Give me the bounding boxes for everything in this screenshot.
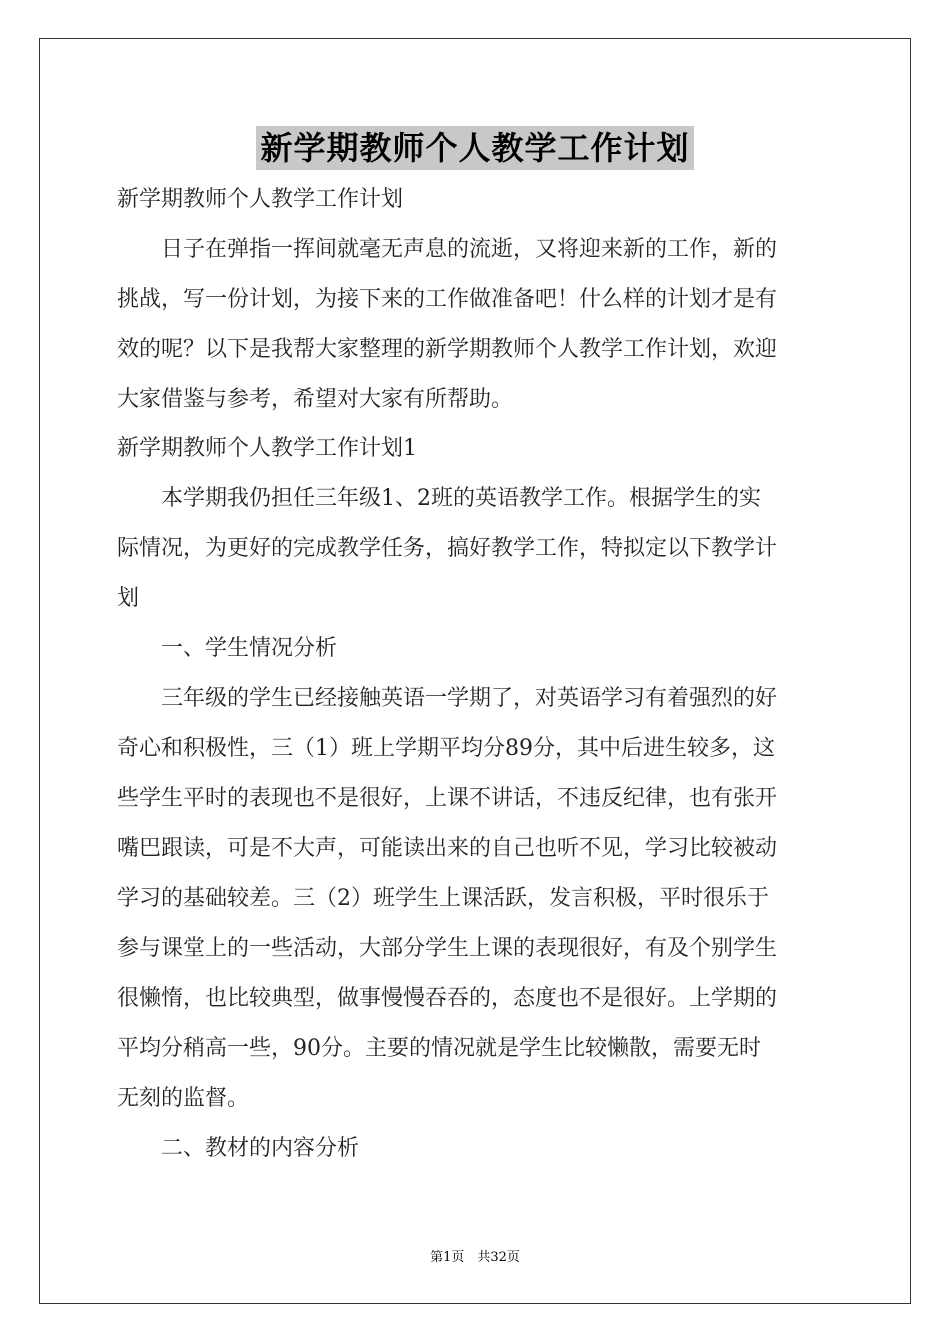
body-line: 平均分稍高一些，90分。主要的情况就是学生比较懒散，需要无时 bbox=[117, 1036, 761, 1061]
document-title: 新学期教师个人教学工作计划 bbox=[256, 126, 693, 170]
body-line: 际情况，为更好的完成教学任务，搞好教学工作，特拟定以下教学计 bbox=[117, 536, 778, 561]
body-line: 三年级的学生已经接触英语一学期了，对英语学习有着强烈的好 bbox=[117, 686, 778, 711]
body-line: 些学生平时的表现也不是很好，上课不讲话，不违反纪律，也有张开 bbox=[117, 786, 778, 811]
subtitle-line: 新学期教师个人教学工作计划 bbox=[117, 187, 404, 212]
title-container bbox=[0, 126, 950, 170]
body-line: 日子在弹指一挥间就毫无声息的流逝，又将迎来新的工作，新的 bbox=[117, 237, 778, 262]
subsection-heading: 一、学生情况分析 bbox=[117, 636, 338, 661]
body-line: 效的呢？以下是我帮大家整理的新学期教师个人教学工作计划，欢迎 bbox=[117, 337, 778, 362]
body-line: 参与课堂上的一些活动，大部分学生上课的表现很好，有及个别学生 bbox=[117, 936, 778, 961]
body-line: 大家借鉴与参考，希望对大家有所帮助。 bbox=[117, 387, 514, 412]
body-line: 嘴巴跟读，可是不大声，可能读出来的自己也听不见，学习比较被动 bbox=[117, 836, 778, 861]
body-line: 划 bbox=[117, 586, 140, 611]
body-line: 奇心和积极性，三（1）班上学期平均分89分，其中后进生较多，这 bbox=[117, 736, 775, 761]
subsection-heading: 二、教材的内容分析 bbox=[117, 1136, 360, 1161]
page-border bbox=[39, 38, 911, 1304]
body-line: 学习的基础较差。三（2）班学生上课活跃，发言积极，平时很乐于 bbox=[117, 886, 769, 911]
body-line: 挑战，写一份计划，为接下来的工作做准备吧！什么样的计划才是有 bbox=[117, 287, 778, 312]
body-line: 无刻的监督。 bbox=[117, 1086, 250, 1111]
section-heading: 新学期教师个人教学工作计划1 bbox=[117, 436, 417, 461]
body-line: 本学期我仍担任三年级1、2班的英语教学工作。根据学生的实 bbox=[117, 486, 761, 511]
body-line: 很懒惰，也比较典型，做事慢慢吞吞的，态度也不是很好。上学期的 bbox=[117, 986, 778, 1011]
page-footer: 第1页 共32页 bbox=[430, 1250, 520, 1265]
